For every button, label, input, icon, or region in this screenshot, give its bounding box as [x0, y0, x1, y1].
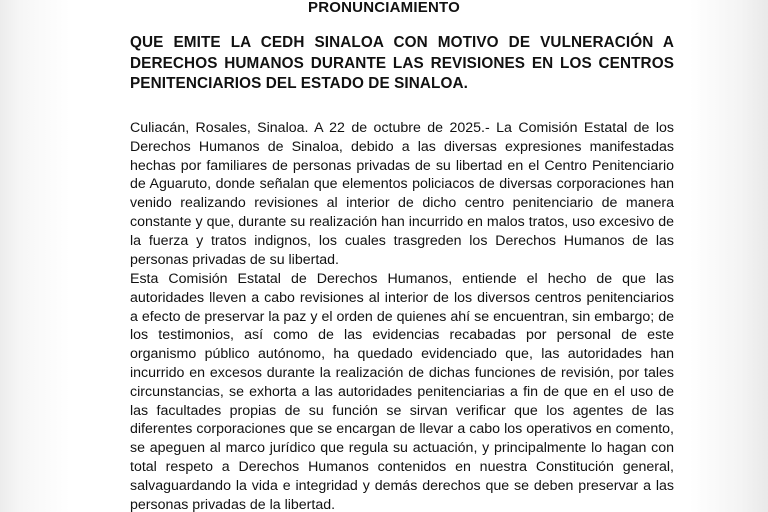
document-heading: PRONUNCIAMIENTO — [308, 0, 460, 16]
body-paragraph-1: Culiacán, Rosales, Sinaloa. A 22 de octubre de 2025.- La Comisión Estatal de los Derechos Humanos de Sinaloa, debido a las diversas expresiones manifestadas hechas por familiares de personas privadas de su libertad en el Centro Penitenciario de Aguaruto, donde señalan que elementos policiacos de diversas corporaciones han venido realizando revisiones al interior de dicho centro penitenciario de manera constante y que, durante su realización han incurrido en malos tratos, uso excesivo de la fuerza y tratos indignos, los cuales trasgreden los Derechos Humanos de las personas privadas de su libertad. — [130, 120, 674, 268]
document-subtitle: QUE EMITE LA CEDH SINALOA CON MOTIVO DE VULNERACIÓN A DERECHOS HUMANOS DURANTE LAS REVISIONES EN LOS CENTROS PENITENCIARIOS DEL ESTADO DE SINALOA. — [130, 34, 674, 92]
body-paragraph-2: Esta Comisión Estatal de Derechos Humanos, entiende el hecho de que las autoridades lleven a cabo revisiones al interior de los diversos centros penitenciarios a efecto de preservar la paz y el orden de quienes ahí se encuentran, sin embargo; de los testimonios, así como de las evidencias recabadas por personal de este organismo público autónomo, ha quedado evidenciado que, las autoridades han incurrido en excesos durante la realización de dichas funciones de revisión, por tales circunstancias, se exhorta a las autoridades penitenciarias a fin de que en el uso de las facultades propias de su función se sirvan verificar que los agentes de las diferentes corporaciones que se encargan de llevar a cabo los operativos en comento, se apeguen al marco jurídico que regula su actuación, y principalmente lo hagan con total respeto a Derechos Humanos contenidos en nuestra Constitución general, salvaguardando la vida e integridad y demás derechos que se deben preservar a las personas privadas de la libertad. — [130, 271, 674, 512]
